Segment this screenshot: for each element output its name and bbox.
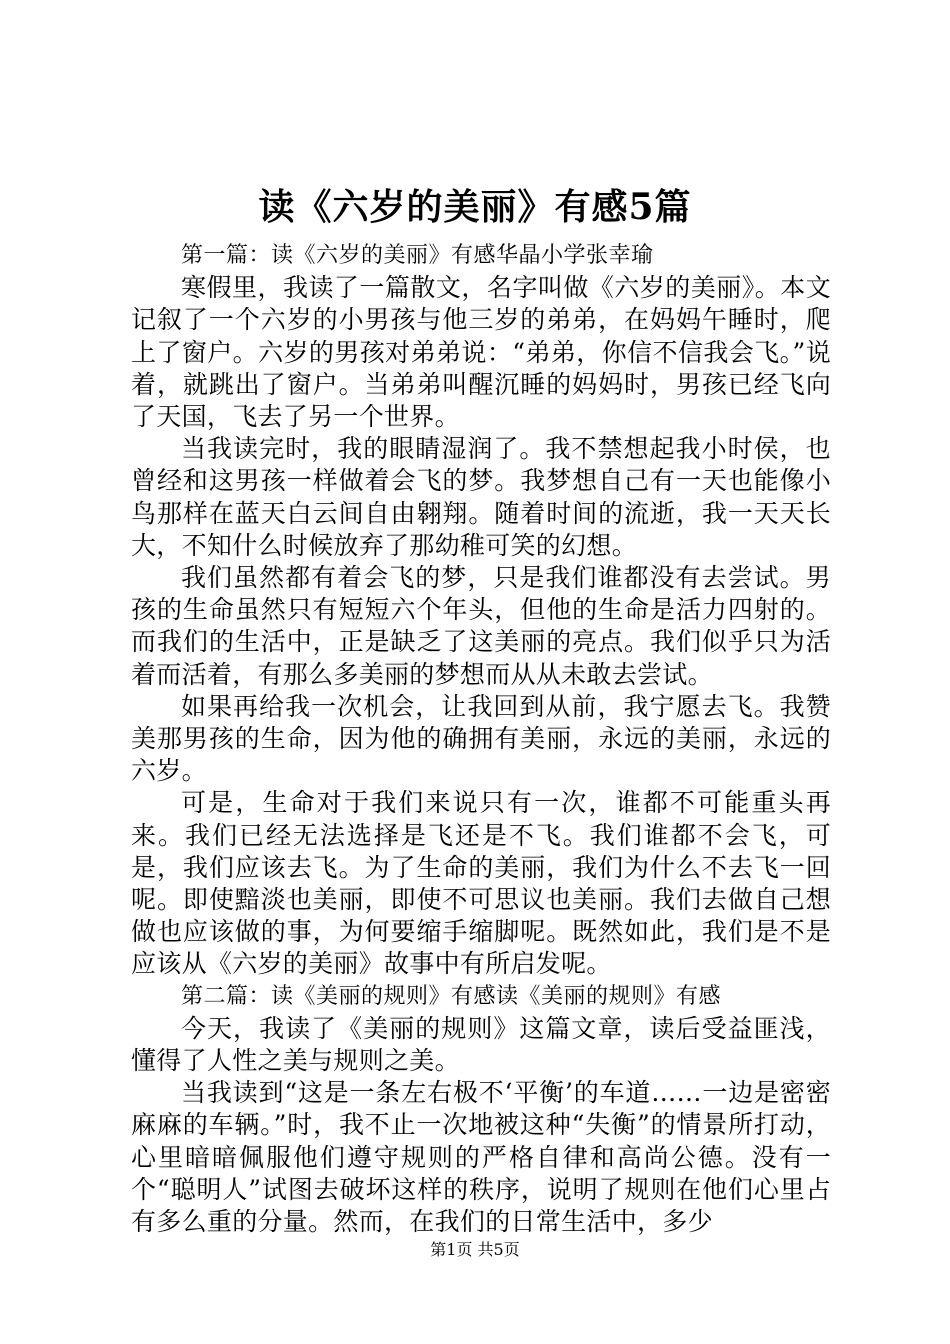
document-body (131, 240, 831, 1238)
section-heading: 第二篇：读《美丽的规则》有感读《美丽的规则》有感 (181, 983, 722, 1009)
document-title: 读《六岁的美丽》有感5篇 (258, 186, 692, 228)
paragraph: 当我读完时，我的眼睛湿润了。我不禁想起我小时侯，也曾经和这男孩一样做着会飞的梦。我梦想自己有一天也能像小鸟那样在蓝天白云间自由翱翔。随着时间的流逝，我一天天长大，不知什么时候放弃了那幼稚可笑的幻想。 (131, 434, 831, 560)
section-2 (131, 981, 831, 1239)
paragraph: 可是，生命对于我们来说只有一次，谁都不可能重头再来。我们已经无法选择是飞还是不飞。我们谁都不会飞，可是，我们应该去飞。为了生命的美丽，我们为什么不去飞一回呢。即使黯淡也美丽，即使不可思议也美丽。我们去做自己想做也应该做的事，为何要缩手缩脚呢。既然如此，我们是不是应该从《六岁的美丽》故事中有所启发呢。 (131, 788, 831, 979)
page-footer: 第1页 共5页 (430, 1240, 520, 1259)
section-1 (131, 240, 831, 981)
paragraph: 当我读到“这是一条左右极不‘平衡’的车道……一边是密密麻麻的车辆。”时，我不止一次地被这种“失衡”的情景所打动，心里暗暗佩服他们遵守规则的严格自律和高尚公德。没有一个“聪明人”试图去破坏这样的秩序，说明了规则在他们心里占有多么重的分量。然而，在我们的日常生活中，多少 (131, 1078, 831, 1237)
section-heading: 第一篇：读《六岁的美丽》有感华晶小学张幸瑜 (181, 243, 654, 268)
paragraph: 如果再给我一次机会，让我回到从前，我宁愿去飞。我赞美那男孩的生命，因为他的确拥有美丽，永远的美丽，永远的六岁。 (131, 691, 831, 786)
paragraph: 寒假里，我读了一篇散文，名字叫做《六岁的美丽》。本文记叙了一个六岁的小男孩与他三岁的弟弟，在妈妈午睡时，爬上了窗户。六岁的男孩对弟弟说：“弟弟，你信不信我会飞。”说着，就跳出了窗户。当弟弟叫醒沉睡的妈妈时，男孩已经飞向了天国，飞去了另一个世界。 (131, 273, 831, 432)
paragraph: 我们虽然都有着会飞的梦，只是我们谁都没有去尝试。男孩的生命虽然只有短短六个年头，但他的生命是活力四射的。而我们的生活中，正是缺乏了这美丽的亮点。我们似乎只为活着而活着，有那么多美丽的梦想而从从未敢去尝试。 (131, 563, 831, 689)
paragraph: 今天，我读了《美丽的规则》这篇文章，读后受益匪浅，懂得了人性之美与规则之美。 (131, 1013, 831, 1076)
